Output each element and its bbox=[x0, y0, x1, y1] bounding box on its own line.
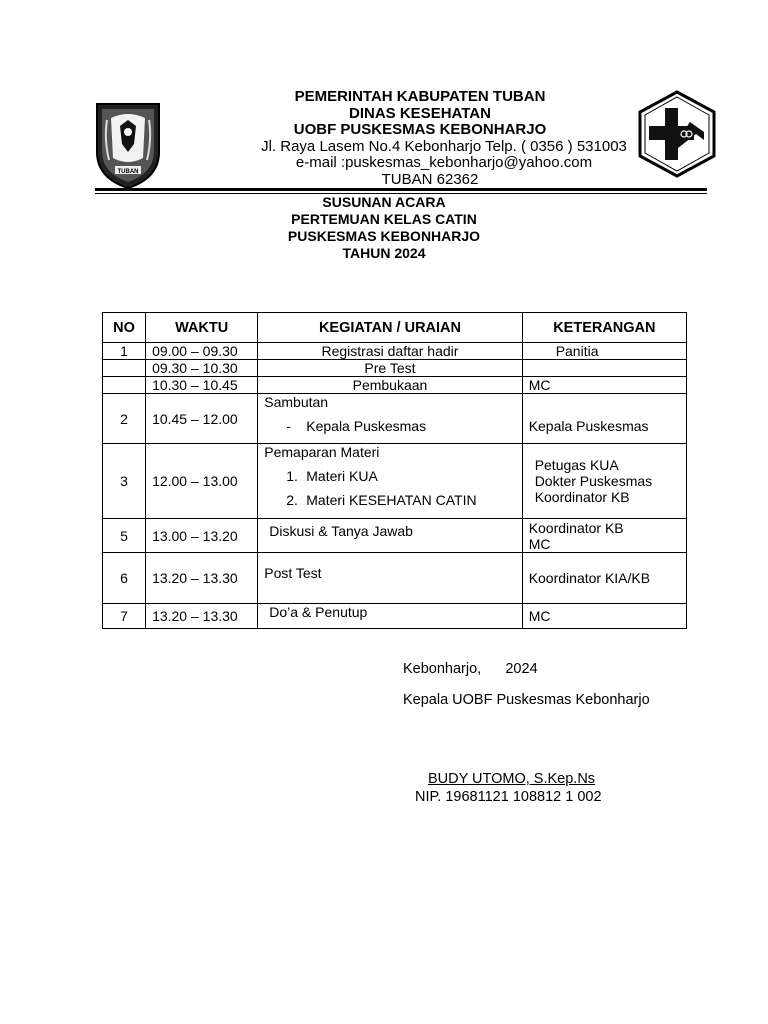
cell-keterangan: MC bbox=[522, 604, 686, 629]
cell-kegiatan: Diskusi & Tanya Jawab bbox=[258, 519, 522, 553]
schedule-table bbox=[102, 312, 687, 629]
cell-kegiatan: Pembukaan bbox=[258, 377, 522, 394]
kop-line-1: PEMERINTAH KABUPATEN TUBAN bbox=[294, 88, 546, 105]
title-line-1: SUSUNAN ACARA bbox=[322, 194, 446, 210]
table-row bbox=[103, 604, 687, 629]
cell-kegiatan: Do’a & Penutup bbox=[258, 604, 522, 629]
kop-city: TUBAN 62362 bbox=[381, 171, 479, 188]
list-number: 1. bbox=[286, 468, 298, 484]
list-text: Materi KUA bbox=[306, 468, 378, 484]
cell-no bbox=[103, 377, 146, 394]
cell-keterangan: Panitia bbox=[522, 343, 686, 360]
signature-name: BUDY UTOMO, S.Kep.Ns bbox=[428, 771, 596, 787]
cell-kegiatan bbox=[258, 444, 522, 519]
cell-no: 5 bbox=[103, 519, 146, 553]
cell-no: 3 bbox=[103, 444, 146, 519]
cell-waktu: 09.30 – 10.30 bbox=[146, 360, 258, 377]
cell-keterangan: Koordinator KIA/KB bbox=[522, 553, 686, 604]
kegiatan-heading: Sambutan bbox=[264, 394, 329, 410]
cell-waktu: 10.45 – 12.00 bbox=[146, 394, 258, 444]
col-header-keterangan: KETERANGAN bbox=[522, 313, 686, 343]
cell-waktu: 10.30 – 10.45 bbox=[146, 377, 258, 394]
title-line-3: PUSKESMAS KEBONHARJO bbox=[287, 228, 481, 244]
cell-waktu: 09.00 – 09.30 bbox=[146, 343, 258, 360]
table-row bbox=[103, 360, 687, 377]
kegiatan-list-item bbox=[264, 492, 521, 514]
kop-email: e-mail :puskesmas_kebonharjo@yahoo.com bbox=[295, 154, 593, 171]
cell-keterangan: Kepala Puskesmas bbox=[522, 394, 686, 444]
emblem-text: TUBAN bbox=[117, 169, 139, 175]
kop-address: Jl. Raya Lasem No.4 Kebonharjo Telp. ( 0356 ) 531003 bbox=[261, 138, 627, 155]
cell-no: 6 bbox=[103, 553, 146, 604]
cell-keterangan bbox=[522, 360, 686, 377]
list-number: 2. bbox=[286, 492, 298, 508]
table-row bbox=[103, 394, 687, 444]
signature-nip: NIP. 19681121 108812 1 002 bbox=[415, 789, 602, 805]
col-header-kegiatan: KEGIATAN / URAIAN bbox=[258, 313, 522, 343]
keterangan-line: Petugas KUA bbox=[534, 457, 619, 473]
subitem-text: Kepala Puskesmas bbox=[306, 418, 427, 434]
cell-waktu: 13.20 – 13.30 bbox=[146, 604, 258, 629]
table-row bbox=[103, 553, 687, 604]
subitem-dash: - bbox=[286, 418, 291, 434]
kegiatan-list-item bbox=[264, 468, 521, 484]
cell-kegiatan: Post Test bbox=[258, 553, 522, 604]
keterangan-line: MC bbox=[528, 535, 551, 552]
kop-line-3: UOBF PUSKESMAS KEBONHARJO bbox=[293, 121, 547, 138]
title-line-2: PERTEMUAN KELAS CATIN bbox=[291, 211, 477, 227]
table-header-row bbox=[103, 313, 687, 343]
cell-keterangan: MC bbox=[522, 377, 686, 394]
cell-keterangan bbox=[522, 519, 686, 553]
kegiatan-heading: Pemaparan Materi bbox=[264, 444, 380, 460]
signature-position: Kepala UOBF Puskesmas Kebonharjo bbox=[403, 692, 650, 708]
cell-waktu: 13.00 – 13.20 bbox=[146, 519, 258, 553]
table-row bbox=[103, 519, 687, 553]
cell-no: 1 bbox=[103, 343, 146, 360]
kop-line-2: DINAS KESEHATAN bbox=[349, 105, 491, 122]
list-text: Materi KESEHATAN CATIN bbox=[306, 492, 477, 508]
keterangan-line: Dokter Puskesmas bbox=[534, 473, 653, 489]
cell-kegiatan bbox=[258, 394, 522, 444]
table-row bbox=[103, 444, 687, 519]
cell-kegiatan: Pre Test bbox=[258, 360, 522, 377]
cell-waktu: 13.20 – 13.30 bbox=[146, 553, 258, 604]
title-line-4: TAHUN 2024 bbox=[342, 245, 426, 261]
keterangan-line: Koordinator KB bbox=[534, 489, 630, 505]
col-header-no: NO bbox=[103, 313, 146, 343]
kegiatan-subitem bbox=[264, 418, 521, 438]
cell-waktu: 12.00 – 13.00 bbox=[146, 444, 258, 519]
cell-no bbox=[103, 360, 146, 377]
signature-place-date: Kebonharjo, 2024 bbox=[403, 661, 538, 677]
keterangan-line: Koordinator KB bbox=[528, 519, 624, 536]
cell-no: 7 bbox=[103, 604, 146, 629]
table-row bbox=[103, 377, 687, 394]
cell-keterangan bbox=[522, 444, 686, 519]
header-rule-thick bbox=[95, 188, 707, 191]
cell-no: 2 bbox=[103, 394, 146, 444]
table-row bbox=[103, 343, 687, 360]
col-header-waktu: WAKTU bbox=[146, 313, 258, 343]
cell-kegiatan: Registrasi daftar hadir bbox=[258, 343, 522, 360]
